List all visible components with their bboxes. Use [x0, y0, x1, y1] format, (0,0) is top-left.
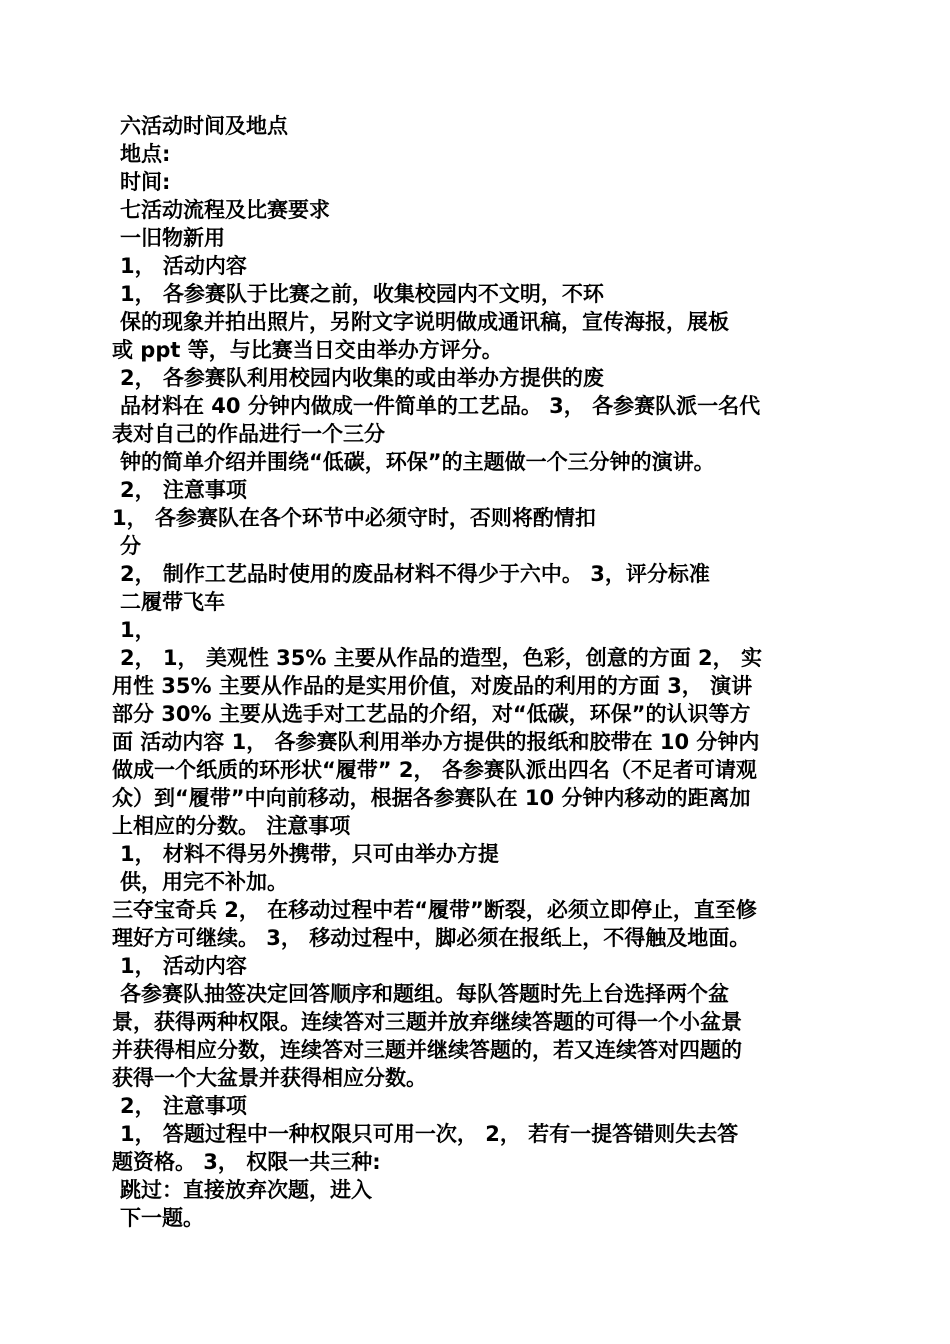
paragraph-line: 2， 制作工艺品时使用的废品材料不得少于六中。 3，评分标准 — [120, 562, 710, 586]
subheading-content: 1， 活动内容 — [120, 954, 247, 978]
paragraph-line: 跳过：直接放弃次题，进入 — [120, 1178, 372, 1202]
paragraph-line: 2， 1， 美观性 35% 主要从作品的造型，色彩，创意的方面 2， 实 — [120, 646, 762, 670]
document-page — [112, 112, 842, 1232]
paragraph-line: 题资格。 3， 权限一共三种: — [112, 1150, 381, 1174]
paragraph-line: 各参赛队抽签决定回答顺序和题组。每队答题时先上台选择两个盆 — [120, 982, 729, 1006]
location-label: 地点: — [120, 142, 171, 166]
paragraph-line: 保的现象并拍出照片，另附文字说明做成通讯稿，宣传海报，展板 — [120, 310, 729, 334]
paragraph-line: 或 ppt 等，与比赛当日交由举办方评分。 — [112, 338, 503, 362]
paragraph-line: 用性 35% 主要从作品的是实用价值，对废品的利用的方面 3， 演讲 — [112, 674, 753, 698]
paragraph-line: 三夺宝奇兵 2， 在移动过程中若“履带”断裂，必须立即停止，直至修 — [112, 898, 757, 922]
paragraph-line: 并获得相应分数，连续答对三题并继续答题的，若又连续答对四题的 — [112, 1038, 742, 1062]
event-heading-recycle: 一旧物新用 — [120, 226, 225, 250]
paragraph-line: 品材料在 40 分钟内做成一件简单的工艺品。 3， 各参赛队派一名代 — [120, 394, 761, 418]
paragraph-line: 面 活动内容 1， 各参赛队利用举办方提供的报纸和胶带在 10 分钟内 — [112, 730, 760, 754]
paragraph-line: 众）到“履带”中向前移动，根据各参赛队在 10 分钟内移动的距离加 — [112, 786, 751, 810]
paragraph-line: 1， — [120, 618, 156, 642]
subheading-content: 1， 活动内容 — [120, 254, 247, 278]
paragraph-line: 1， 材料不得另外携带，只可由举办方提 — [120, 842, 499, 866]
paragraph-line: 钟的简单介绍并围绕“低碳，环保”的主题做一个三分钟的演讲。 — [120, 450, 715, 474]
paragraph-line: 景，获得两种权限。连续答对三题并放弃继续答题的可得一个小盆景 — [112, 1010, 742, 1034]
event-heading-track-car: 二履带飞车 — [120, 590, 225, 614]
paragraph-line: 部分 30% 主要从选手对工艺品的介绍，对“低碳，环保”的认识等方 — [112, 702, 751, 726]
paragraph-line: 理好方可继续。 3， 移动过程中，脚必须在报纸上，不得触及地面。 — [112, 926, 751, 950]
section-heading-process: 七活动流程及比赛要求 — [120, 198, 330, 222]
paragraph-line: 1， 答题过程中一种权限只可用一次， 2， 若有一提答错则失去答 — [120, 1122, 739, 1146]
paragraph-line: 1， 各参赛队在各个环节中必须守时，否则将酌情扣 — [112, 506, 596, 530]
time-label: 时间: — [120, 170, 171, 194]
paragraph-line: 表对自己的作品进行一个三分 — [112, 422, 385, 446]
paragraph-line: 做成一个纸质的环形状“履带” 2， 各参赛队派出四名（不足者可请观 — [112, 758, 757, 782]
paragraph-line: 下一题。 — [120, 1206, 204, 1230]
paragraph-line: 供，用完不补加。 — [120, 870, 288, 894]
subheading-notes: 2， 注意事项 — [120, 478, 247, 502]
paragraph-line: 2， 各参赛队利用校园内收集的或由举办方提供的废 — [120, 366, 604, 390]
subheading-notes: 2， 注意事项 — [120, 1094, 247, 1118]
paragraph-line: 获得一个大盆景并获得相应分数。 — [112, 1066, 427, 1090]
paragraph-line: 1， 各参赛队于比赛之前，收集校园内不文明，不环 — [120, 282, 604, 306]
paragraph-line: 分 — [120, 534, 141, 558]
section-heading-time-place: 六活动时间及地点 — [120, 114, 288, 138]
paragraph-line: 上相应的分数。 注意事项 — [112, 814, 351, 838]
